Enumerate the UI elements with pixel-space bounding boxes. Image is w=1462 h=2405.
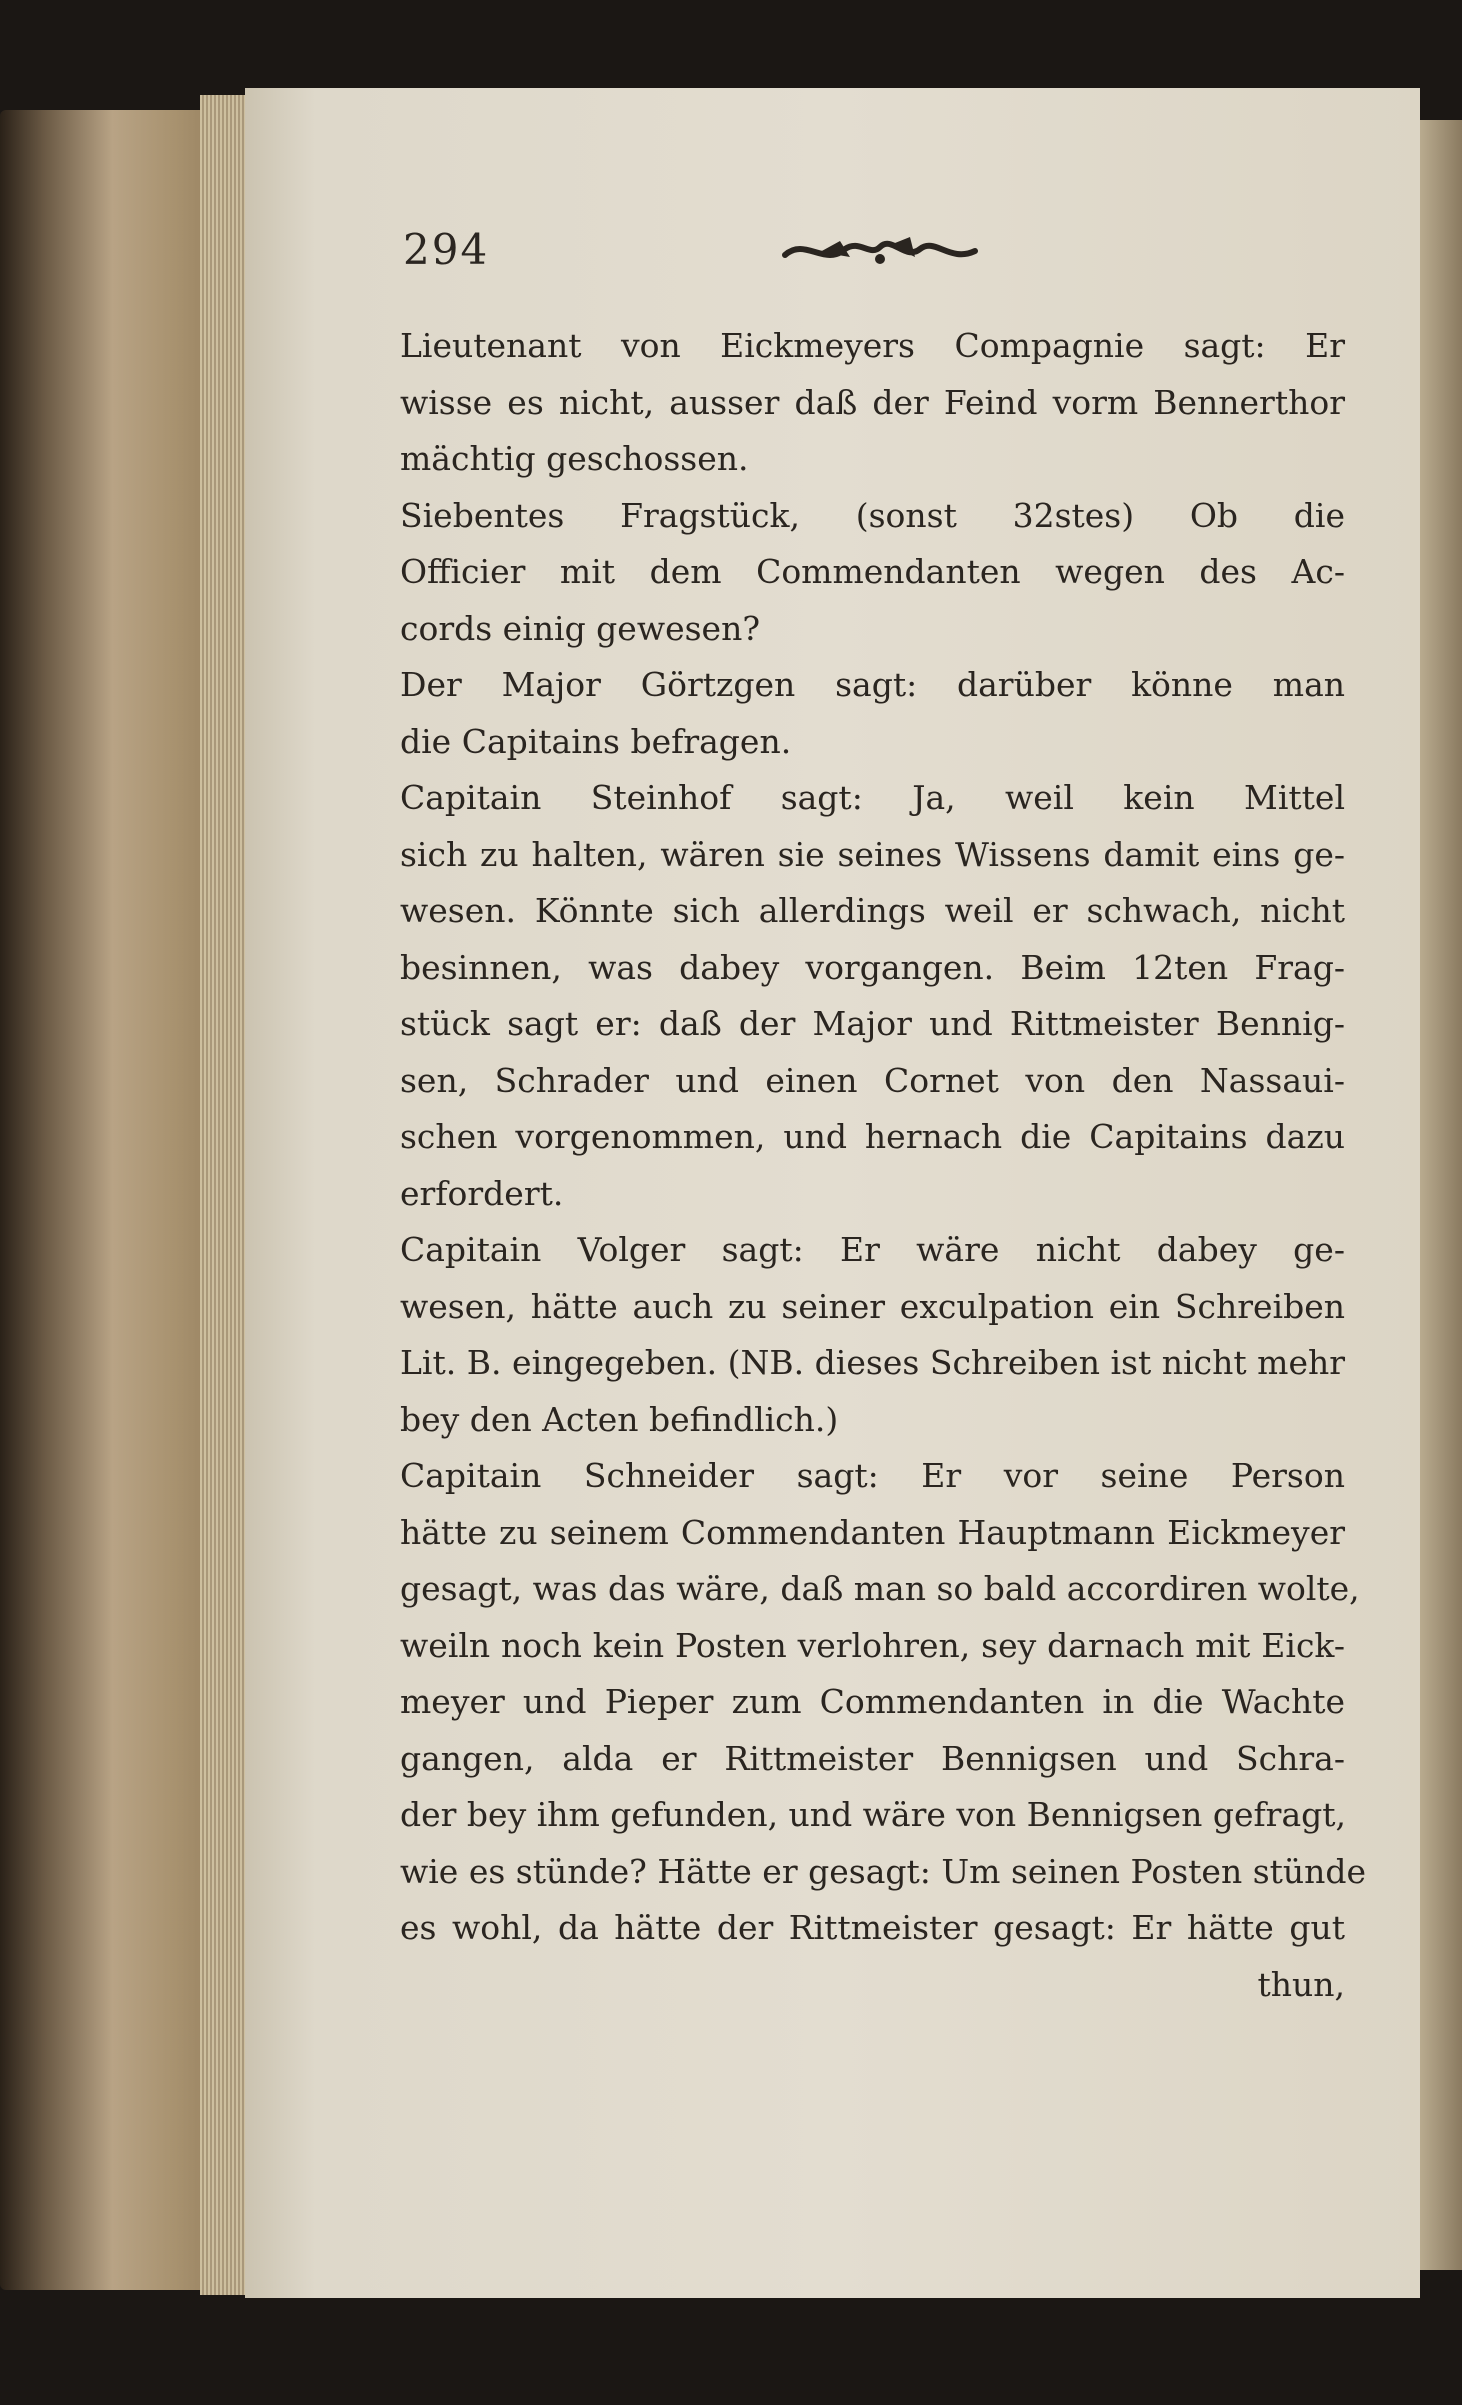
text-line: bey den Acten befindlich.) [400,1399,839,1439]
page-number: 294 [403,225,490,274]
text-line: erfordert. [400,1173,564,1213]
text-line: wesen. Könnte sich allerdings weil er schwach, nicht [400,891,1345,930]
text-line: Lieutenant von Eickmeyers Compagnie sagt: Er [400,326,1345,365]
text-line: gangen, alda er Rittmeister Bennigsen und Schra- [400,1738,1345,1778]
text-line: mächtig geschossen. [400,439,749,478]
text-line: Capitain Steinhof sagt: Ja, weil kein Mittel [400,778,1345,817]
page-header [395,215,1355,285]
text-line: die Capitains befragen. [400,721,792,761]
text-line: weiln noch kein Posten verlohren, sey darnach mit Eick- [400,1625,1345,1665]
text-line: stück sagt er: daß der Major und Rittmeister Bennig- [400,1004,1345,1043]
text-line: wie es stünde? Hätte er gesagt: Um seinen Posten stünde [400,1851,1367,1891]
text-line: gesagt, was das wäre, daß man so bald accordiren wolte, [400,1569,1360,1608]
text-line: sich zu halten, wären sie seines Wissens damit eins ge- [400,834,1345,874]
body-text [400,318,1367,2013]
decorative-vignette-icon [780,227,980,277]
text-line: der bey ihm gefunden, und wäre von Bennigsen gefragt, [400,1795,1347,1834]
text-line: Officier mit dem Commendanten wegen des Ac- [400,552,1345,591]
text-line: wisse es nicht, ausser daß der Feind vorm Bennerthor [400,382,1345,422]
text-line: Der Major Görtzgen sagt: darüber könne man [400,665,1345,704]
text-line: schen vorgenommen, und hernach die Capitains dazu [400,1117,1345,1156]
text-line: Lit. B. eingegeben. (NB. dieses Schreiben ist nicht mehr [400,1343,1345,1382]
facing-page-edge [1420,120,1462,2270]
text-line: thun, [1257,1964,1345,2004]
text-line: hätte zu seinem Commendanten Hauptmann Eickmeyer [400,1512,1345,1552]
text-line: meyer und Pieper zum Commendanten in die Wachte [400,1682,1345,1721]
text-line: Capitain Volger sagt: Er wäre nicht dabey ge- [400,1230,1345,1269]
text-line: es wohl, da hätte der Rittmeister gesagt: Er hätte gut [400,1908,1345,1947]
text-line: Siebentes Fragstück, (sonst 32stes) Ob die [400,495,1345,535]
text-line: cords einig gewesen? [400,608,761,648]
text-line: besinnen, was dabey vorgangen. Beim 12ten Frag- [400,947,1345,987]
text-line: Capitain Schneider sagt: Er vor seine Person [400,1456,1345,1495]
text-line: sen, Schrader und einen Cornet von den Nassaui- [400,1060,1345,1100]
text-line: wesen, hätte auch zu seiner exculpation ein Schreiben [400,1286,1345,1326]
